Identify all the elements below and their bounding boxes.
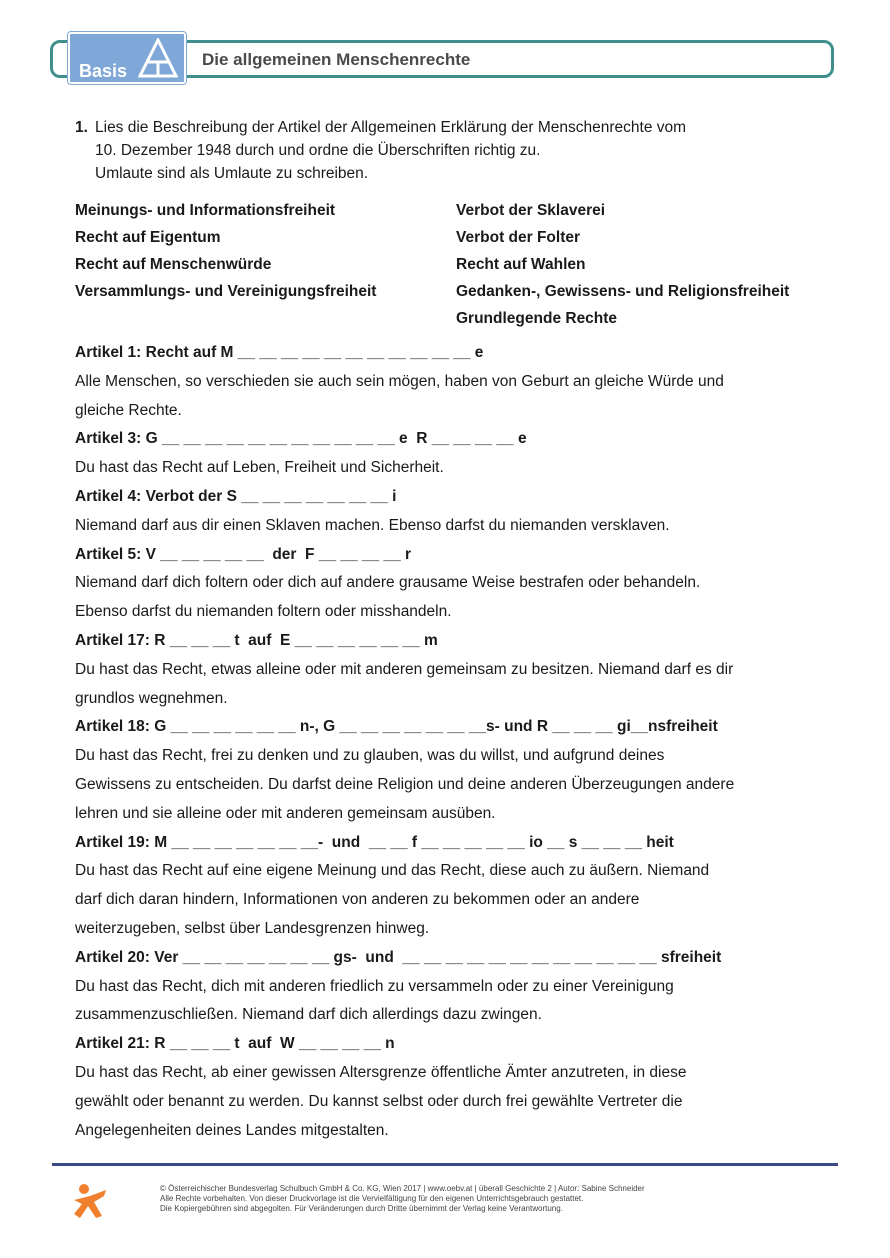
article-desc: grundlos wegnehmen.	[75, 689, 228, 707]
article-title-20: Artikel 20: Ver __ __ __ __ __ __ __ gs- und __ __ __ __ __ __ __ __ __ __ __ __ sfreiheit	[75, 948, 722, 966]
article-desc: Du hast das Recht auf Leben, Freiheit und Sicherheit.	[75, 459, 444, 477]
article-desc: Du hast das Recht, ab einer gewissen Altersgrenze öffentliche Ämter anzutreten, in diese	[75, 1063, 687, 1081]
article-desc: Gewissens zu entscheiden. Du darfst deine Religion und deine anderen Überzeugungen andere	[75, 775, 735, 793]
article-desc: Du hast das Recht auf eine eigene Meinung und das Recht, diese auch zu äußern. Niemand	[75, 862, 710, 880]
article-desc: darf dich daran hindern, Informationen von anderen zu bekommen oder an andere	[75, 891, 640, 909]
footer-divider	[52, 1163, 838, 1166]
article-desc: zusammenzuschließen. Niemand darf dich allerdings dazu zwingen.	[75, 1006, 542, 1024]
article-title-17: Artikel 17: R __ __ __ t auf E __ __ __ __ __ __ m	[75, 631, 438, 649]
badge-label: Basis	[79, 61, 128, 81]
footer-line: © Österreichischer Bundesverlag Schulbuch GmbH & Co. KG, Wien 2017 | www.oebv.at | überall Geschichte 2 | Autor: Sabine Schneider	[160, 1184, 645, 1193]
heading-options-right	[456, 197, 876, 332]
article-title-4: Artikel 4: Verbot der S __ __ __ __ __ __ __ i	[75, 487, 397, 505]
article-desc: Alle Menschen, so verschieden sie auch sein mögen, haben von Geburt an gleiche Würde und	[75, 372, 724, 390]
heading-option: Meinungs- und Informationsfreiheit	[75, 202, 336, 219]
article-desc: lehren und sie alleine oder mit anderen gemeinsam ausüben.	[75, 804, 496, 822]
heading-option: Verbot der Sklaverei	[456, 202, 606, 219]
heading-option: Recht auf Menschenwürde	[75, 256, 272, 273]
article-title-1: Artikel 1: Recht auf M __ __ __ __ __ __ __ __ __ __ __ e	[75, 344, 484, 361]
task-line-3: Umlaute sind als Umlaute zu schreiben.	[95, 165, 369, 182]
article-desc: gewählt oder benannt zu werden. Du kannst selbst oder durch frei gewählte Vertreter die	[75, 1092, 683, 1110]
copyright-notice	[160, 1184, 800, 1214]
footer-line: Alle Rechte vorbehalten. Von dieser Druckvorlage ist die Vervielfältigung für den eigenen Unterrichtsgebrauch gestattet.	[160, 1194, 584, 1203]
task-line-1: 1. Lies die Beschreibung der Artikel der Allgemeinen Erklärung der Menschenrechte vom	[75, 116, 835, 139]
article-title-3: Artikel 3: G __ __ __ __ __ __ __ __ __ __ __ e R __ __ __ __ e	[75, 430, 527, 448]
publisher-logo-icon	[70, 1182, 110, 1222]
task-line-2: 10. Dezember 1948 durch und ordne die Überschriften richtig zu.	[95, 142, 541, 159]
article-title-18: Artikel 18: G __ __ __ __ __ __ n-, G __ __ __ __ __ __ __s- und R __ __ __ gi__nsfreiheit	[75, 718, 718, 736]
footer-line: Die Kopiergebühren sind abgegolten. Für Veränderungen durch Dritte übernimmt der Verlag keine Verantwortung.	[160, 1204, 563, 1213]
logo-shape	[74, 1184, 106, 1218]
level-badge	[68, 32, 186, 84]
heading-option: Grundlegende Rechte	[456, 310, 618, 327]
articles-list	[75, 339, 845, 1145]
task-instructions	[75, 116, 835, 185]
article-desc: Du hast das Recht, etwas alleine oder mit anderen gemeinsam zu besitzen. Niemand darf es dir	[75, 660, 734, 678]
article-desc: Du hast das Recht, frei zu denken und zu glauben, was du willst, und aufgrund deines	[75, 747, 665, 765]
heading-options-left	[75, 197, 455, 305]
article-desc: Ebenso darfst du niemanden foltern oder misshandeln.	[75, 603, 452, 621]
triangle-level-icon	[138, 38, 178, 80]
article-title-19: Artikel 19: M __ __ __ __ __ __ __- und __ __ f __ __ __ __ __ io __ s __ __ __ heit	[75, 833, 674, 851]
heading-option: Recht auf Wahlen	[456, 256, 586, 273]
heading-option: Gedanken-, Gewissens- und Religionsfreiheit	[456, 283, 790, 300]
article-desc: gleiche Rechte.	[75, 401, 182, 419]
heading-option: Recht auf Eigentum	[75, 229, 221, 246]
heading-option: Verbot der Folter	[456, 229, 581, 246]
article-desc: Du hast das Recht, dich mit anderen friedlich zu versammeln oder zu einer Vereinigung	[75, 977, 674, 995]
article-desc: weiterzugeben, selbst über Landesgrenzen hinweg.	[75, 919, 430, 937]
article-desc: Angelegenheiten deines Landes mitgestalten.	[75, 1121, 389, 1139]
heading-option: Versammlungs- und Vereinigungsfreiheit	[75, 283, 377, 300]
article-desc: Niemand darf aus dir einen Sklaven machen. Ebenso darfst du niemanden versklaven.	[75, 516, 670, 534]
article-title-5: Artikel 5: V __ __ __ __ __ der F __ __ __ __ r	[75, 545, 412, 563]
article-desc: Niemand darf dich foltern oder dich auf andere grausame Weise bestrafen oder behandeln.	[75, 574, 701, 592]
article-title-21: Artikel 21: R __ __ __ t auf W __ __ __ __ n	[75, 1035, 395, 1053]
page-title: Die allgemeinen Menschenrechte	[202, 50, 471, 69]
task-number: 1.	[75, 119, 88, 136]
